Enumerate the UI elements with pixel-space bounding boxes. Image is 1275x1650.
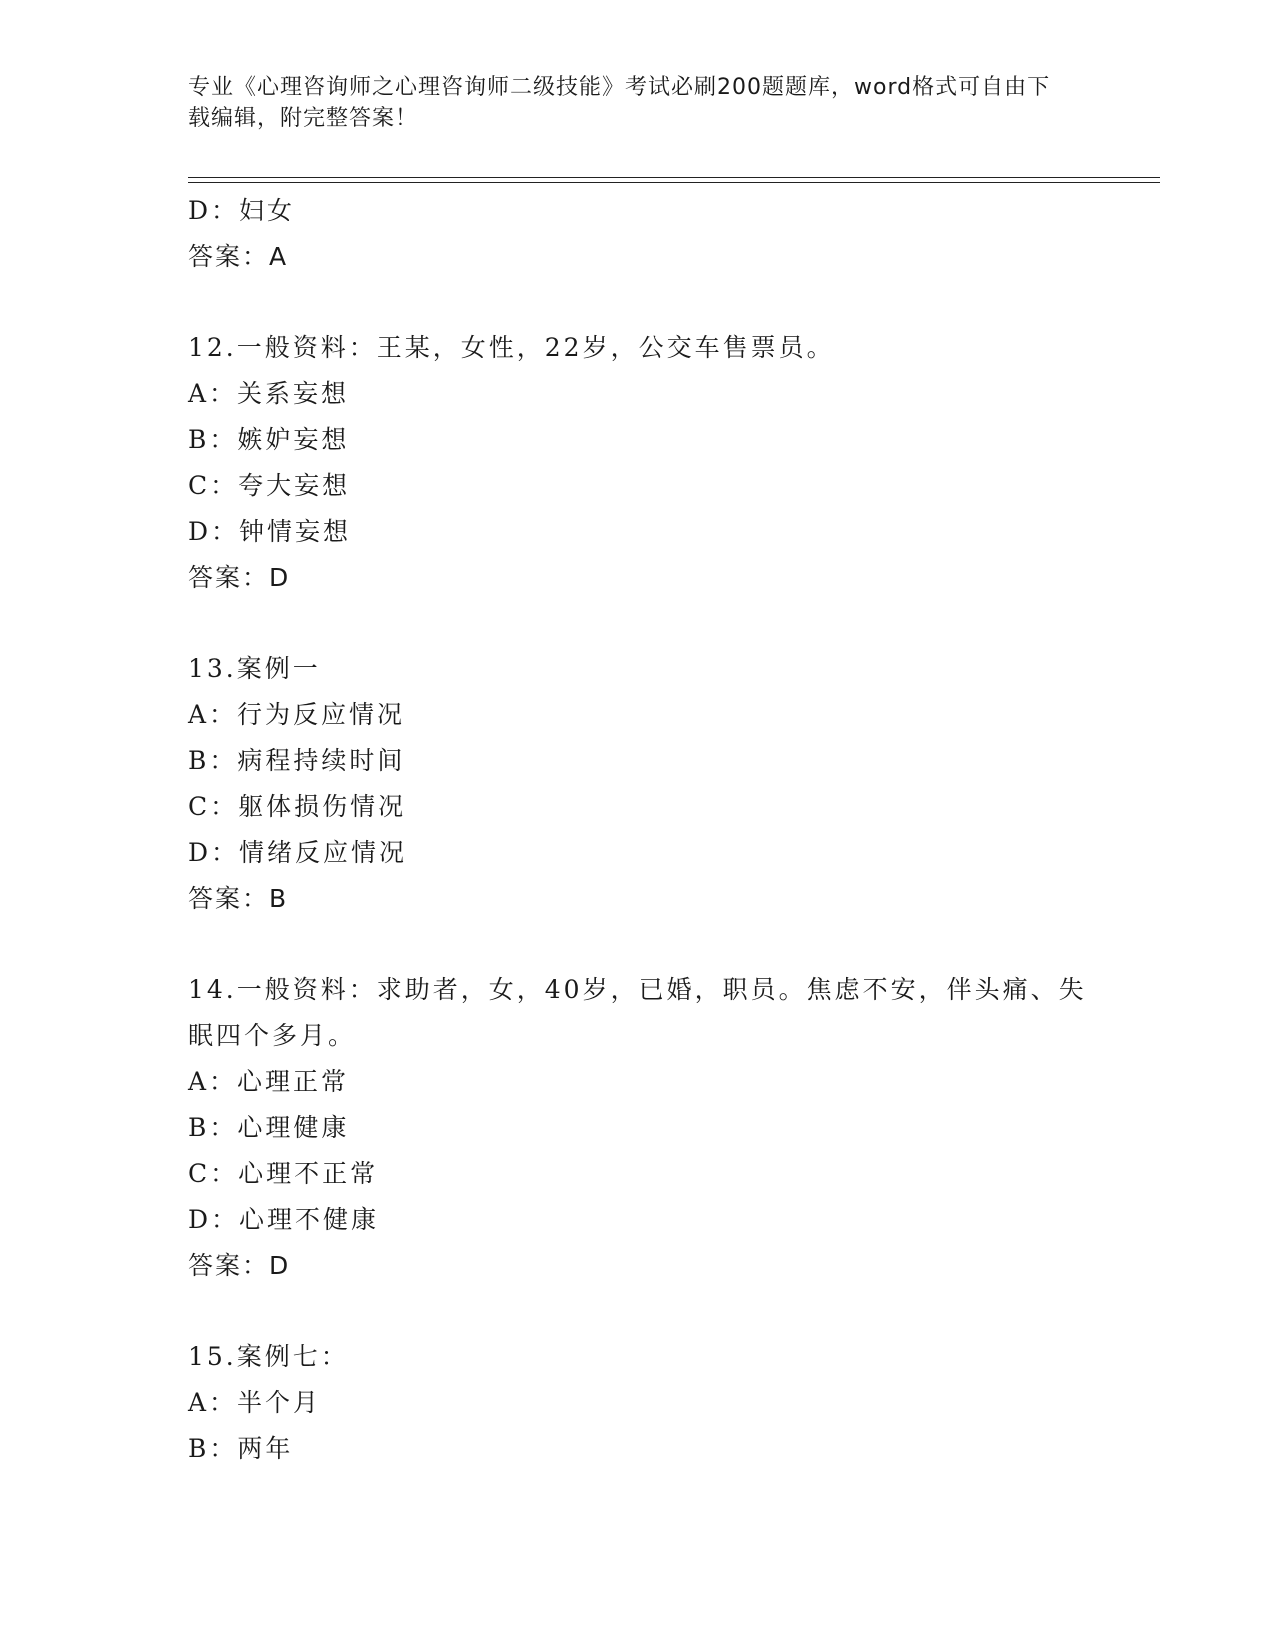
question-stem: 15.案例七： bbox=[188, 1342, 349, 1371]
answer: 答案：D bbox=[188, 563, 291, 592]
option-d: D：钟情妄想 bbox=[188, 517, 352, 546]
option-c: C：夸大妄想 bbox=[188, 471, 351, 500]
option-b: B：病程持续时间 bbox=[188, 746, 406, 775]
option-a: A：半个月 bbox=[188, 1388, 322, 1417]
option-c: C：心理不正常 bbox=[188, 1159, 379, 1188]
answer: 答案：D bbox=[188, 1251, 291, 1280]
option-d: D：情绪反应情况 bbox=[188, 838, 408, 867]
question-12 bbox=[188, 325, 1148, 601]
question-14 bbox=[188, 967, 1148, 1289]
option-b: B：两年 bbox=[188, 1434, 294, 1463]
question-stem: 13.案例一 bbox=[188, 654, 321, 683]
header-rule-top bbox=[188, 177, 1160, 178]
question-stem: 12.一般资料：王某，女性，22岁，公交车售票员。 bbox=[188, 333, 835, 362]
option-a: A：心理正常 bbox=[188, 1067, 350, 1096]
question-stem: 14.一般资料：求助者，女，40岁，已婚，职员。焦虑不安，伴头痛、失眠四个多月。 bbox=[188, 975, 1087, 1050]
option-b: B：心理健康 bbox=[188, 1113, 350, 1142]
answer: 答案：B bbox=[188, 884, 289, 913]
option-a: A：关系妄想 bbox=[188, 379, 350, 408]
option-a: A：行为反应情况 bbox=[188, 700, 406, 729]
question-list bbox=[188, 188, 1148, 1472]
answer: 答案：A bbox=[188, 242, 289, 271]
document-header: 专业《心理咨询师之心理咨询师二级技能》考试必刷200题题库，word格式可自由下载编辑，附完整答案！ bbox=[188, 75, 1051, 131]
question-13 bbox=[188, 646, 1148, 922]
option-b: B：嫉妒妄想 bbox=[188, 425, 350, 454]
question-15 bbox=[188, 1334, 1148, 1472]
option-d: D：心理不健康 bbox=[188, 1205, 380, 1234]
option-d: D：妇女 bbox=[188, 196, 296, 225]
option-c: C：躯体损伤情况 bbox=[188, 792, 407, 821]
header-rule-bottom bbox=[188, 182, 1160, 183]
